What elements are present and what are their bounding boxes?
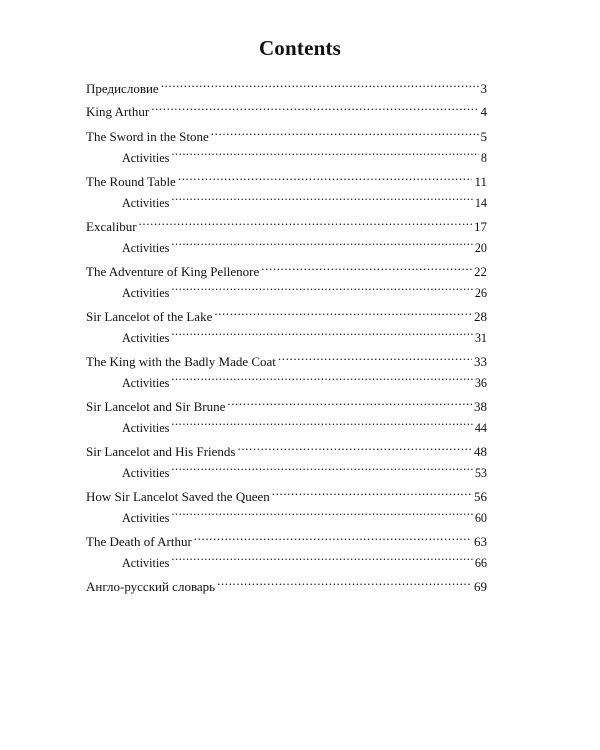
- dot-leader: [151, 95, 478, 116]
- toc-entry-page: 4: [480, 104, 487, 119]
- toc-entry: [86, 435, 487, 459]
- toc-subentry: [86, 186, 487, 210]
- toc-entry-label: Activities: [122, 511, 170, 525]
- toc-subentry: [86, 456, 487, 480]
- dot-leader: [171, 366, 472, 387]
- toc-entry: [86, 390, 487, 414]
- dot-leader: [171, 411, 472, 432]
- toc-entry: [86, 165, 487, 189]
- toc-entry-label: The Death of Arthur: [86, 534, 192, 549]
- toc-entry-page: 56: [474, 489, 487, 504]
- dot-leader: [171, 546, 472, 567]
- toc-subentry: [86, 411, 487, 435]
- dot-leader: [237, 435, 472, 456]
- toc-entry-label: The Sword in the Stone: [86, 129, 209, 144]
- toc-entry-page: 63: [474, 534, 487, 549]
- toc-entry-page: 44: [474, 421, 487, 435]
- toc-entry: [86, 120, 487, 144]
- toc-entry-label: The Round Table: [86, 174, 176, 189]
- toc-entry-label: Activities: [122, 331, 170, 345]
- toc-entry-label: Activities: [122, 241, 170, 255]
- toc-entry-label: Sir Lancelot and His Friends: [86, 444, 236, 459]
- dot-leader: [161, 72, 479, 93]
- toc-entry-page: 53: [474, 466, 487, 480]
- dot-leader: [194, 525, 472, 546]
- dot-leader: [278, 345, 472, 366]
- toc-entry-label: Activities: [122, 556, 170, 570]
- toc-subentry: [86, 321, 487, 345]
- dot-leader: [217, 570, 472, 591]
- toc-entry-label: Excalibur: [86, 219, 137, 234]
- toc-entry: [86, 345, 487, 369]
- toc-subentry: [86, 276, 487, 300]
- toc-entry-page: 3: [480, 81, 487, 96]
- toc-entry-page: 26: [474, 286, 487, 300]
- dot-leader: [171, 276, 472, 297]
- toc-entry-label: King Arthur: [86, 104, 150, 119]
- dot-leader: [211, 120, 479, 141]
- toc-entry: [86, 210, 487, 234]
- toc-entry-label: Activities: [122, 286, 170, 300]
- toc-entry-page: 60: [474, 511, 487, 525]
- toc-subentry: [86, 141, 487, 165]
- toc-entry: [86, 570, 487, 594]
- page-title: Contents: [258, 36, 342, 60]
- toc-entry-label: Activities: [122, 151, 170, 165]
- toc-entry-label: Sir Lancelot of the Lake: [86, 309, 213, 324]
- toc-entry-page: 14: [474, 196, 487, 210]
- toc-entry-page: 28: [474, 309, 487, 324]
- toc-entry-label: The Adventure of King Pellenore: [86, 264, 260, 279]
- toc-entry-page: 36: [474, 376, 487, 390]
- table-of-contents: [86, 72, 487, 594]
- toc-subentry: [86, 546, 487, 570]
- toc-entry: [86, 300, 487, 324]
- dot-leader: [171, 501, 472, 522]
- toc-entry-label: Activities: [122, 376, 170, 390]
- toc-entry-page: 66: [474, 556, 487, 570]
- dot-leader: [171, 141, 479, 162]
- toc-entry: [86, 72, 487, 96]
- toc-entry-page: 33: [474, 354, 487, 369]
- toc-entry-page: 22: [474, 264, 487, 279]
- toc-entry-page: 20: [474, 241, 487, 255]
- toc-entry-label: Activities: [122, 466, 170, 480]
- toc-entry: [86, 525, 487, 549]
- toc-entry-page: 17: [474, 219, 487, 234]
- toc-entry-page: 8: [480, 151, 487, 165]
- toc-entry-label: Activities: [122, 196, 170, 210]
- toc-entry-label: Англо-русский словарь: [86, 579, 216, 594]
- toc-entry-page: 69: [474, 579, 487, 594]
- toc-subentry: [86, 231, 487, 255]
- toc-subentry: [86, 501, 487, 525]
- toc-subentry: [86, 366, 487, 390]
- toc-entry-label: Предисловие: [86, 81, 159, 96]
- dot-leader: [272, 480, 472, 501]
- toc-entry-label: Sir Lancelot and Sir Brune: [86, 399, 226, 414]
- toc-entry-label: The King with the Badly Made Coat: [86, 354, 276, 369]
- toc-entry: [86, 255, 487, 279]
- toc-entry-label: How Sir Lancelot Saved the Queen: [86, 489, 270, 504]
- dot-leader: [178, 165, 473, 186]
- toc-entry-page: 5: [480, 129, 487, 144]
- dot-leader: [214, 300, 472, 321]
- dot-leader: [227, 390, 472, 411]
- toc-entry-page: 31: [474, 331, 487, 345]
- toc-entry-page: 38: [474, 399, 487, 414]
- dot-leader: [139, 210, 472, 231]
- toc-entry: [86, 95, 487, 119]
- dot-leader: [171, 456, 472, 477]
- toc-entry-page: 48: [474, 444, 487, 459]
- toc-entry-label: Activities: [122, 421, 170, 435]
- dot-leader: [171, 231, 472, 252]
- dot-leader: [171, 321, 472, 342]
- dot-leader: [261, 255, 472, 276]
- toc-entry-page: 11: [474, 174, 487, 189]
- toc-entry: [86, 480, 487, 504]
- dot-leader: [171, 186, 472, 207]
